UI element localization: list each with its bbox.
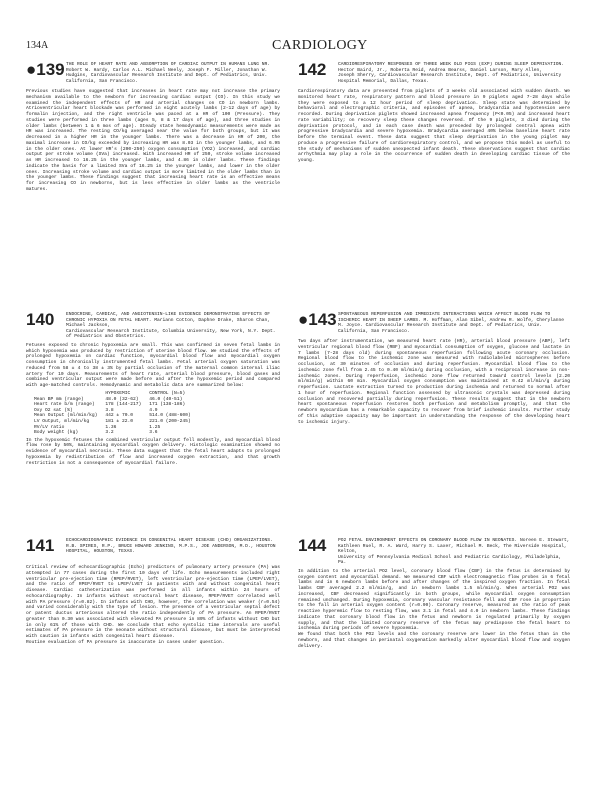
table-row: [34, 419, 199, 425]
table-cell: 1.25: [149, 424, 161, 430]
abstract-number: ●139: [26, 62, 65, 79]
table-cell: 3.6: [149, 430, 158, 436]
abstract-title: PO2 FETAL ENVIRONMENT EFFECTS ON CORONARY BLOOD FLOW IN NEONATES. Noreen E. Stewart, Kathleen Ruel, R. A. Ward, Harry S. Laxer, Michael M. Beck, The Riverside Hospital, Kelton,: [338, 538, 570, 555]
abstract-body-continued: We found that both the PO2 levels and the coronary reserve are lower in the fetus than in the newborn, and that changes in perinatal oxygenation markedly alter myocardial blood flow and oxygen delivery.: [298, 632, 570, 649]
abstract-141: [26, 538, 280, 778]
table-cell: 4.9: [149, 407, 158, 413]
table-header-cell: CONTROL (N=5): [149, 390, 186, 396]
abstract-body: Two days after instrumentation, we measured heart rate (HR), arterial blood pressure (ABP), left ventricular regional blood flow (RBF) and myocardial consumption of oxygen, glucose and lactate in 7 lambs (7-28 days old) during spontaneous reperfusion following acute coronary occlusion. Regional blood flow to the ischemic zone was measured with radiolabeled microspheres before occlusion, at 30 minutes of occlusion and during reperfusion. Myocardial blood flow to the ischemic zone fell from 2.45 to 0.40 ml/min/g during occlusion, with a reciprocal increase in non-ischemic zones. During reperfusion, ischemic zone flow returned toward control levels (2.20 ml/min/g) within 60 min. Myocardial oxygen consumption was maintained at 0.42 ml/min/g during reperfusion. Lactate extraction turned to production during ischemia and returned to normal after 1 hour of reperfusion. Regional function assessed by ultrasonic crystals was depressed during occlusion and recovered partially during reperfusion. These results suggest that in the newborn heart spontaneous reperfusion restores both perfusion and metabolism promptly, and that the newborn myocardium has a remarkable capacity to recover from brief ischemic insults. Further study of this adaptive capacity may be important in understanding the response of the developing heart to ischemic injury.: [298, 339, 570, 425]
table-cell: 221.0 (200-245): [149, 418, 191, 424]
abstract-title: ECHOCARDIOGRAPHIC EVIDENCE IN CONGENITAL HEART DISEASE (CHD) ORGANIZATIONS.: [66, 538, 273, 543]
table-cell: Mean Output (ml/min/kg): [34, 413, 98, 419]
table-cell: 1.36: [105, 424, 117, 430]
abstract-number: 144: [298, 538, 327, 555]
abstract-title: THE ROLE OF HEART RATE AND ABSORPTION OF CARDIAC OUTPUT IN HUMANS LUNG NR. Robert W. Hardy, Carlos A.L. Michael Neely, Joseph F. Miller, Jonathan W.: [66, 62, 270, 73]
table-cell: 48.0 (32-62): [105, 396, 139, 402]
abstract-body: Fetuses exposed to chronic hypoxemia are small. This was confirmed in seven fetal lambs in which hypoxemia was produced by restriction of uterine blood flow. We studied the effects of prolonged hypoxemia on cardiac function, myocardial blood flow and myocardial oxygen consumption in chronically instrumented fetal lambs. Fetal arterial oxygen saturation was reduced from 58 ± 4 to 38 ± 3% by partial occlusion of the maternal common internal iliac artery for 10 days. Measurements of heart rate, arterial blood pressure, blood gases and combined ventricular output were made before and after the hypoxemic period and compared with age-matched controls. Hemodynamic and metabolic data are summarized below:: [26, 342, 280, 389]
table-cell: 178 (144-217): [105, 402, 142, 408]
table-cell: Mean BP mm (range): [34, 396, 84, 402]
abstract-body-continued: In the hypoxemic fetuses the combined ventricular output fell modestly, and myocardial blood flow rose by 50%, maintaining myocardial oxygen delivery. Histologic examination showed no evidence of myocardial necrosis. These data suggest that the fetal heart adapts to prolonged hypoxemia by redistribution of flow and increased oxygen extraction, and that growth restriction is not a consequence of myocardial failure.: [26, 437, 280, 466]
table-cell: Heart rate b/m (range): [34, 402, 95, 408]
abstract-authors: R.B. SPIRES, R.P., BRUCE HOWARD JENKINS, M.P.S., JOE ANDERSON, M.D., HOUSTON HOSPITAL, HOUSTON, TEXAS.: [66, 543, 276, 555]
table-cell: LV Output, ml/min/kg: [34, 418, 90, 424]
table-cell: 514.0 (488-600): [149, 413, 191, 419]
abstract-140: [26, 312, 280, 510]
table-cell: 3.2: [105, 430, 114, 436]
table-header-cell: HYPOXEMIC: [105, 390, 131, 396]
abstract-authors: M. Joyce. Cardiovascular Research Institute and Dept. of Pediatrics, Univ. California, San Francisco.: [338, 323, 542, 334]
abstract-authors: Cardiovascular Research Institute, Columbia University, New York, N.Y. Dept. of Pediatrics and Obstetrics.: [66, 328, 276, 340]
abstract-title: CARDIORESPIRATORY RESPONSES OF THREE WEEK OLD PIGS (EXP) DURING SLEEP DEPRIVATION. Hector Baird, Jr., Roberta Reid, Andrea Bearss, Daniel Larson, Mary Allen,: [338, 62, 565, 73]
abstract-number: ●143: [298, 312, 337, 329]
abstract-authors: Joseph Sherry, Cardiovascular Research Institute, Dept. of Pediatrics, University Hospital Memorial, Dallas, Texas.: [338, 73, 562, 84]
table-cell: 181 ± 22.0: [105, 418, 133, 424]
table-row: [34, 402, 199, 408]
abstract-body: In addition to the arterial PO2 level, coronary blood flow (CBF) in the fetus is determined by oxygen content and myocardial demand. We measured CBF with electromagnetic flow probes in 6 fetal lambs and in 6 newborn lambs before and after changes of the inspired oxygen fraction. In fetal lambs CBF averaged 2.2 ml/min/g, and in newborn lambs 1.5 ml/min/g. When arterial PO2 was increased, CBF decreased significantly in both groups, while myocardial oxygen consumption remained unchanged. During hypoxemia, coronary vascular resistance fell and CBF rose in proportion to the fall in arterial oxygen content (r=0.90). Coronary reserve, measured as the ratio of peak reactive hyperemic flow to resting flow, was 3.1 in fetal and 4.0 in newborn lambs. These findings indicate that coronary blood flow in the fetus and newborn is regulated primarily by oxygen supply, and that the limited coronary reserve of the fetus may predispose the fetal heart to ischemia during periods of severe hypoxemia.: [298, 568, 570, 632]
abstract-title: ENDOCRINE, CARDIAC, AND ANGIOTENSIN-LIKE EVIDENCE DEMONSTRATING EFFECTS OF CHRONIC HYPOXIA ON FETAL HEART. Mariann Cotton, Daphne Drake, Sharon Chan, Michael Jackson,: [66, 312, 270, 329]
table-cell: RV/LV ratio: [34, 424, 65, 430]
abstract-body: Cardiorespiratory data are presented from piglets of 3 weeks old associated with sudden death. We monitored heart rate, respiratory pattern and blood pressure in 9 piglets aged 7-28 days while they were exposed to a 12 hour period of sleep deprivation. Sleep state was determined by behavioral and electrographic criteria, and episodes of apnea, bradycardia and hypotension were recorded. During deprivation piglets showed increased apnea frequency (P<0.05) and increased heart rate variability; on recovery sleep these changes reversed. Of the 9 piglets, 3 died during the deprivation protocol, and in each case death was preceded by prolonged central apnea with progressive bradycardia and severe hypoxemia. Bradycardia averaged 40% below baseline heart rate before the terminal event. These data suggest that sleep deprivation in the young piglet may produce a progressive failure of cardiorespiratory control, and we propose this model as useful to the study of mechanisms of sudden unexpected infant death. These observations suggest that cardiac arrhythmia may play a role in the occurrence of sudden death in developing cardiac tissue of the young.: [298, 89, 570, 163]
table-cell: 3.8: [105, 407, 114, 413]
section-title: CARDIOLOGY: [272, 38, 368, 53]
abstract-143: [298, 312, 570, 510]
abstract-number: 141: [26, 538, 55, 555]
table-cell: 171 (138-186): [149, 402, 186, 408]
abstract-142: [298, 62, 570, 302]
abstract-authors: Hudgins, Cardiovascular Research Institute and Dept. of Pediatrics, Univ. California, San Francisco.: [66, 73, 268, 84]
table-cell: Body weight (kg): [34, 430, 79, 436]
table-cell: Oxy O2 sat (%): [34, 407, 73, 413]
abstract-title: SPONTANEOUS REPERFUSION AND IMMEDIATE INTERACTIONS WHICH AFFECT BLOOD FLOW TO ISCHEMIC HEART IN SHEEP LAMBS. M. Hoffman, Alan Sibel, Andrew R. Wolfe, Cherylanne: [338, 312, 565, 323]
abstract-authors: University of Pennsylvania Medical School and Pediatric Cardiology, Philadelphia, Pa.: [338, 554, 562, 566]
page-number: 134A: [26, 40, 49, 51]
table-row: [34, 430, 199, 436]
abstract-number: 140: [26, 312, 55, 329]
abstract-body: Previous studies have suggested that increases in heart rate may not increase the primary mechanism available to the newborn for increasing cardiac output (CO). In this study we examined the independent effects of HR and arterial changes on CO in newborn lambs. Atrioventricular heart blockade was performed in eight acutely lambs (2-12 days of age) by formalin injection, and the right ventricle was paced at a HR of 100 (Pressure). They studies were performed in three lambs (ages 5, 8 & 17 days of age), and three studies in older lambs (between 1 & 6 mos of age). Steady state hemodynamic measurements were made as HR was increased. The resting CO/kg averaged near the value for both groups, but it was decreased in a higher HR in the younger lambs. There was a decrease in HR of 200, the maximal increase in CO/kg exceeded by increasing HR was 8.03 in the younger lambs, and 6.95 in the older ones. At lower HR's (200-250) oxygen consumption (VO2) increased, and cardiac output per stroke volume (SVa) increased. With increased HR of 250, stroke volume increased as HR increased to 16.25 in the younger lambs, and 4.86 in older lambs. These findings indicate the basis for a limited SVa of 16.25 in the younger lambs, and lower in the older ones. Increasing stroke volume and cardiac output is more limited in the older lambs than in the younger lambs. These findings suggest that increasing heart rate is an effective means for increasing CO in newborns, but is less effective in older lambs as the ventricle matures.: [26, 89, 280, 192]
abstract-body-continued: Routine evaluation of PA pressure is inaccurate in cases under question.: [26, 639, 225, 645]
table-cell: 442 ± 70.0: [105, 413, 133, 419]
abstract-139: [26, 62, 280, 302]
results-table: [34, 391, 199, 436]
abstract-body: Critical review of echocardiographic (Echo) predictors of pulmonary artery pressure (PA) was attempted in 77 cases during the first 10 days of life. Echo measurements included right ventricular pre-ejection time (RPEP/RVET), left ventricular pre-ejection time (LPEP/LVET), and the ratio of RPEP/RVET to LPEP/LVET in patients with and without congenital heart disease. Cardiac catheterization was performed in all infants within 24 hours of echocardiography. In infants without structural heart disease, RPEP/RVET correlated well with PA pressure (r=0.82). In infants with CHD, however, the correlation was weaker (r=0.54) and varied considerably with the type of lesion. The presence of a ventricular septal defect or patent ductus arteriosus altered the ratio independently of PA pressure. An RPEP/RVET greater than 0.30 was associated with elevated PA pressure in 89% of infants without CHD but in only 61% of those with CHD. We conclude that echo systolic time intervals are useful estimates of PA pressure in the neonate without structural disease, but must be interpreted with caution in infants with congenital heart disease.: [26, 565, 280, 639]
abstract-number: 142: [298, 62, 327, 79]
abstract-144: [298, 538, 570, 778]
table-cell: 46.0 (40-51): [149, 396, 183, 402]
